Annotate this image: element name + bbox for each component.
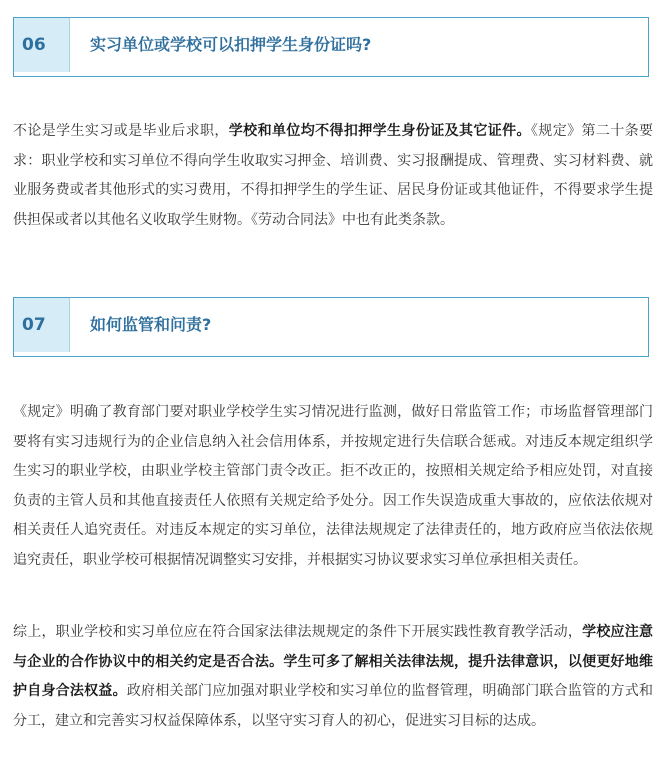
paragraph-text: 综上，职业学校和实习单位应在符合国家法律法规规定的条件下开展实践性教育教学活动， <box>13 624 583 640</box>
paragraph-text: 政府相关部门应加强对职业学校和实习单位的监督管理，明确部门联合监管的方式和分工，建立和完善实习权益保障体系，以坚守实习育人的初心，促进实习目标的达成。 <box>13 683 654 729</box>
paragraph-bold-text: 学校应注意与企业的合作协议中的相关约定是否合法。学生可多了解相关法律法规，提升法律意识，以便更好地维护自身合法权益。 <box>13 624 654 699</box>
section-header-06 <box>13 17 649 77</box>
paragraph-bold-text: 学校和单位均不得扣押学生身份证及其它证件。 <box>228 123 531 139</box>
section-title-07: 如何监管和问责? <box>90 315 212 334</box>
paragraph-summary <box>13 618 653 736</box>
paragraph-supervision: 《规定》明确了教育部门要对职业学校学生实习情况进行监测，做好日常监管工作；市场监督管理部门要将有实习违规行为的企业信息纳入社会信用体系，并按规定进行失信联合惩戒。对违反本规定组织学生实习的职业学校，由职业学校主管部门责令改正。拒不改正的，按照相关规定给予相应处罚，对直接负责的主管人员和其他直接责任人依照有关规定给予处分。因工作失误造成重大事故的，应依法依规对相关责任人追究责任。对违反本规定的实习单位，法律法规规定了法律责任的，地方政府应当依法依规追究责任，职业学校可根据情况调整实习安排，并根据实习协议要求实习单位承担相关责任。 <box>13 404 653 568</box>
paragraph-text: 不论是学生实习或是毕业后求职， <box>13 123 229 139</box>
section-header-07 <box>13 297 649 357</box>
paragraph-id-card <box>13 117 653 235</box>
section-title-06: 实习单位或学校可以扣押学生身份证吗? <box>90 35 372 54</box>
section-number-07: 07 <box>14 298 74 352</box>
paragraph-text: 《规定》第二十条要求：职业学校和实习单位不得向学生收取实习押金、培训费、实习报酬提成、管理费、实习材料费、就业服务费或者其他形式的实习费用，不得扣押学生的学生证、居民身份证或其他证件，不得要求学生提供担保或者以其他名义收取学生财物。《劳动合同法》中也有此类条款。 <box>13 123 654 228</box>
section-number-06: 06 <box>14 18 74 72</box>
